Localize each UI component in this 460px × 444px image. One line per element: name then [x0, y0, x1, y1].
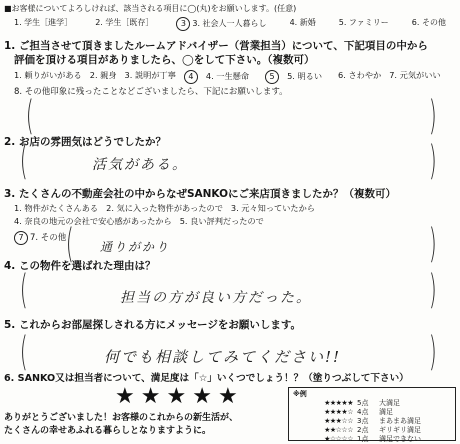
legend-stars: ★★☆☆☆: [324, 426, 353, 434]
q1-other-label: 8. その他印象に残ったことなどございましたら、下記にお願いします。: [14, 87, 288, 97]
legend-row: [293, 399, 451, 408]
selected-circle: 4: [184, 70, 198, 84]
category-option-1[interactable]: 1. 学生［進学］: [14, 18, 73, 27]
legend-points: 1点: [357, 435, 369, 443]
q5-title: 5. これからお部屋探しされる方にメッセージをお願いします。: [4, 319, 301, 331]
q3-option-5[interactable]: 5. 良い評判だったので: [179, 216, 264, 226]
closing-line-1: ありがとうございました！お客様のこれからの新生活が、: [4, 413, 239, 423]
satisfaction-stars[interactable]: [115, 384, 244, 409]
q4-answer[interactable]: 担当の方が良い方だった。: [120, 290, 312, 306]
category-option-3[interactable]: [176, 17, 266, 31]
q3-answer[interactable]: 通りがかり: [100, 240, 171, 254]
category-options: [4, 17, 456, 31]
q3-answer-close-paren: ): [428, 221, 437, 267]
q4-answer-open-paren: (: [19, 267, 28, 313]
q1-option-6[interactable]: 6. さわやか: [338, 70, 382, 80]
q2-answer-close-paren: ): [428, 138, 437, 184]
q4-answer-close-paren: ): [428, 267, 437, 313]
category-option-5[interactable]: 5. ファミリー: [338, 18, 389, 27]
q1-answer-open-paren: (: [25, 93, 34, 139]
category-option-6[interactable]: 6. その他: [411, 18, 446, 27]
q1-title-line2: 評価を頂ける項目がありましたら、◯をして下さい。（複数可）: [14, 54, 315, 66]
legend-title: ※例: [293, 390, 307, 398]
q1-option-7[interactable]: 7. 元気がいい: [389, 70, 441, 80]
q6-title: 6. SANKO又は担当者について、満足度は「☆」いくつでしょう！？（塗りつぶして下さい）: [4, 373, 409, 384]
star-icon[interactable]: ★: [140, 384, 167, 409]
legend-points: 5点: [357, 399, 369, 407]
star-icon[interactable]: ★: [115, 384, 141, 409]
q3-option-3[interactable]: 3. 元々知っていたから: [230, 203, 315, 213]
legend-points: 2点: [357, 426, 369, 434]
q3-option-1[interactable]: 1. 物件がたくさんある: [14, 203, 99, 213]
legend-label: 満足できない: [379, 435, 421, 443]
legend-row: [293, 435, 451, 444]
legend-row: [293, 417, 451, 426]
q2-answer-open-paren: (: [19, 138, 28, 184]
q5-answer[interactable]: 何でも相談してみてください!!: [104, 348, 342, 366]
q3-other[interactable]: [14, 231, 66, 245]
q1-option-2[interactable]: 2. 親身: [89, 70, 117, 80]
q3-other-label: 7. その他: [30, 233, 67, 243]
q1-title: 1. ご担当させて頂きましたルームアドバイザー（営業担当）について、下記項目の中から: [4, 40, 428, 52]
legend-row: [293, 408, 451, 417]
q2-answer[interactable]: 活気がある。: [92, 157, 188, 173]
q3-option-2[interactable]: 2. 気に入った物件があったので: [106, 203, 223, 213]
category-option-2[interactable]: 2. 学生［既存］: [95, 18, 154, 27]
legend-label: まあまあ満足: [379, 417, 421, 425]
star-icon[interactable]: ★: [166, 384, 193, 409]
q1-answer-close-paren: ): [428, 93, 437, 139]
selected-circle: 5: [265, 70, 279, 84]
q1-options: [14, 70, 449, 84]
closing-message: [4, 412, 238, 438]
q3-options-row1: [14, 203, 323, 214]
q5-answer-open-paren: (: [19, 329, 28, 375]
q4-title: 4. この物件を選ばれた理由は？: [4, 260, 156, 272]
q3-options-row2: [14, 216, 272, 227]
closing-line-2: たくさんの幸せあふれる暮らしとなりますように。: [4, 426, 212, 436]
legend-stars: ★★★★★: [324, 399, 353, 407]
q1-option-1[interactable]: 1. 頼りがいがある: [14, 70, 82, 80]
legend-label: ギリギリ満足: [379, 426, 421, 434]
category-option-3-label: 3. 社会人一人暮らし: [192, 19, 267, 28]
intro-text: ■お客様についてよろしければ、該当される項目に◯(丸)をお願いします。(任意): [4, 4, 297, 13]
q2-title: 2. お店の雰囲気はどうでしたか？: [4, 136, 166, 148]
q1-option-4[interactable]: [184, 70, 257, 84]
q3-answer-open-paren: (: [65, 221, 74, 267]
legend-points: 3点: [357, 417, 369, 425]
star-icon[interactable]: ★: [217, 384, 244, 409]
q3-option-4[interactable]: 4. 奈良の地元の会社で安心感があったから: [14, 216, 172, 226]
q1-option-5-label: 5. 明るい: [287, 71, 323, 81]
legend-label: 大満足: [379, 399, 400, 407]
legend-stars: ★★★★☆: [324, 408, 353, 416]
star-icon[interactable]: ★: [192, 384, 218, 409]
legend-row: [293, 426, 451, 435]
legend-stars: ★★★☆☆: [324, 417, 353, 425]
selected-circle: 7: [14, 231, 28, 245]
legend-label: 満足: [379, 408, 393, 416]
q5-answer-close-paren: ): [428, 329, 437, 375]
legend-points: 4点: [357, 408, 369, 416]
q1-option-5[interactable]: [265, 70, 330, 84]
q3-title: 3. たくさんの不動産会社の中からなぜSANKOにご来店頂きましたか？（複数可）: [4, 188, 397, 200]
selected-circle: 3: [176, 17, 190, 31]
category-option-4[interactable]: 4. 新婚: [289, 18, 316, 27]
q1-option-4-label: 4. 一生懸命: [205, 71, 250, 81]
q1-option-3[interactable]: 3. 説明が丁寧: [124, 70, 176, 80]
legend-stars: ★☆☆☆☆: [324, 435, 353, 443]
rating-legend: [288, 387, 456, 441]
